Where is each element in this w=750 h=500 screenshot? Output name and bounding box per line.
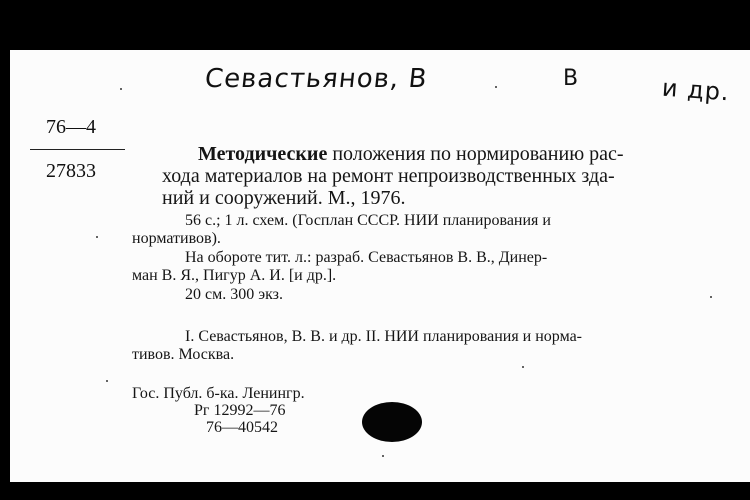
entry-line-3: ний и сооружений. М., 1976. <box>162 187 406 209</box>
speck <box>120 88 122 90</box>
entry-title-rest: положения по нормированию рас- <box>327 143 624 165</box>
entry-line-4: 56 с.; 1 л. схем. (Госплан СССР. НИИ планирования и <box>185 212 551 229</box>
entry-line-8: 20 см. 300 экз. <box>185 286 283 303</box>
ink-blot <box>362 402 422 442</box>
entry-line-9: I. Севастьянов, В. В. и др. II. НИИ планирования и норма- <box>185 328 583 345</box>
entry-line-1 <box>198 143 624 166</box>
entry-line-5: нормативов). <box>132 230 221 247</box>
speck <box>382 455 384 457</box>
entry-title-bold: Методические <box>198 143 328 165</box>
speck <box>106 380 108 382</box>
entry-line-2: хода материалов на ремонт непроизводственных зда- <box>162 165 615 187</box>
handwritten-author: Севастьянов, В <box>203 64 429 94</box>
entry-line-10: тивов. Москва. <box>132 346 235 363</box>
library-line-3: 76—40542 <box>206 419 278 436</box>
call-number-divider <box>30 149 125 150</box>
entry-line-7: ман В. Я., Пигур А. И. [и др.]. <box>132 267 337 284</box>
speck <box>495 86 497 88</box>
handwritten-mark: В <box>563 66 580 91</box>
handwritten-extra: и др. <box>661 73 731 107</box>
speck <box>522 366 524 368</box>
catalog-card <box>10 50 750 482</box>
library-line-2: Рг 12992—76 <box>194 402 286 419</box>
entry-line-6: На обороте тит. л.: разраб. Севастьянов В. В., Динер- <box>185 249 548 266</box>
call-number-top: 76—4 <box>46 116 96 138</box>
library-line-1: Гос. Публ. б-ка. Ленингр. <box>132 385 305 402</box>
speck <box>96 236 98 238</box>
call-number-bottom: 27833 <box>46 160 96 182</box>
speck <box>710 296 712 298</box>
